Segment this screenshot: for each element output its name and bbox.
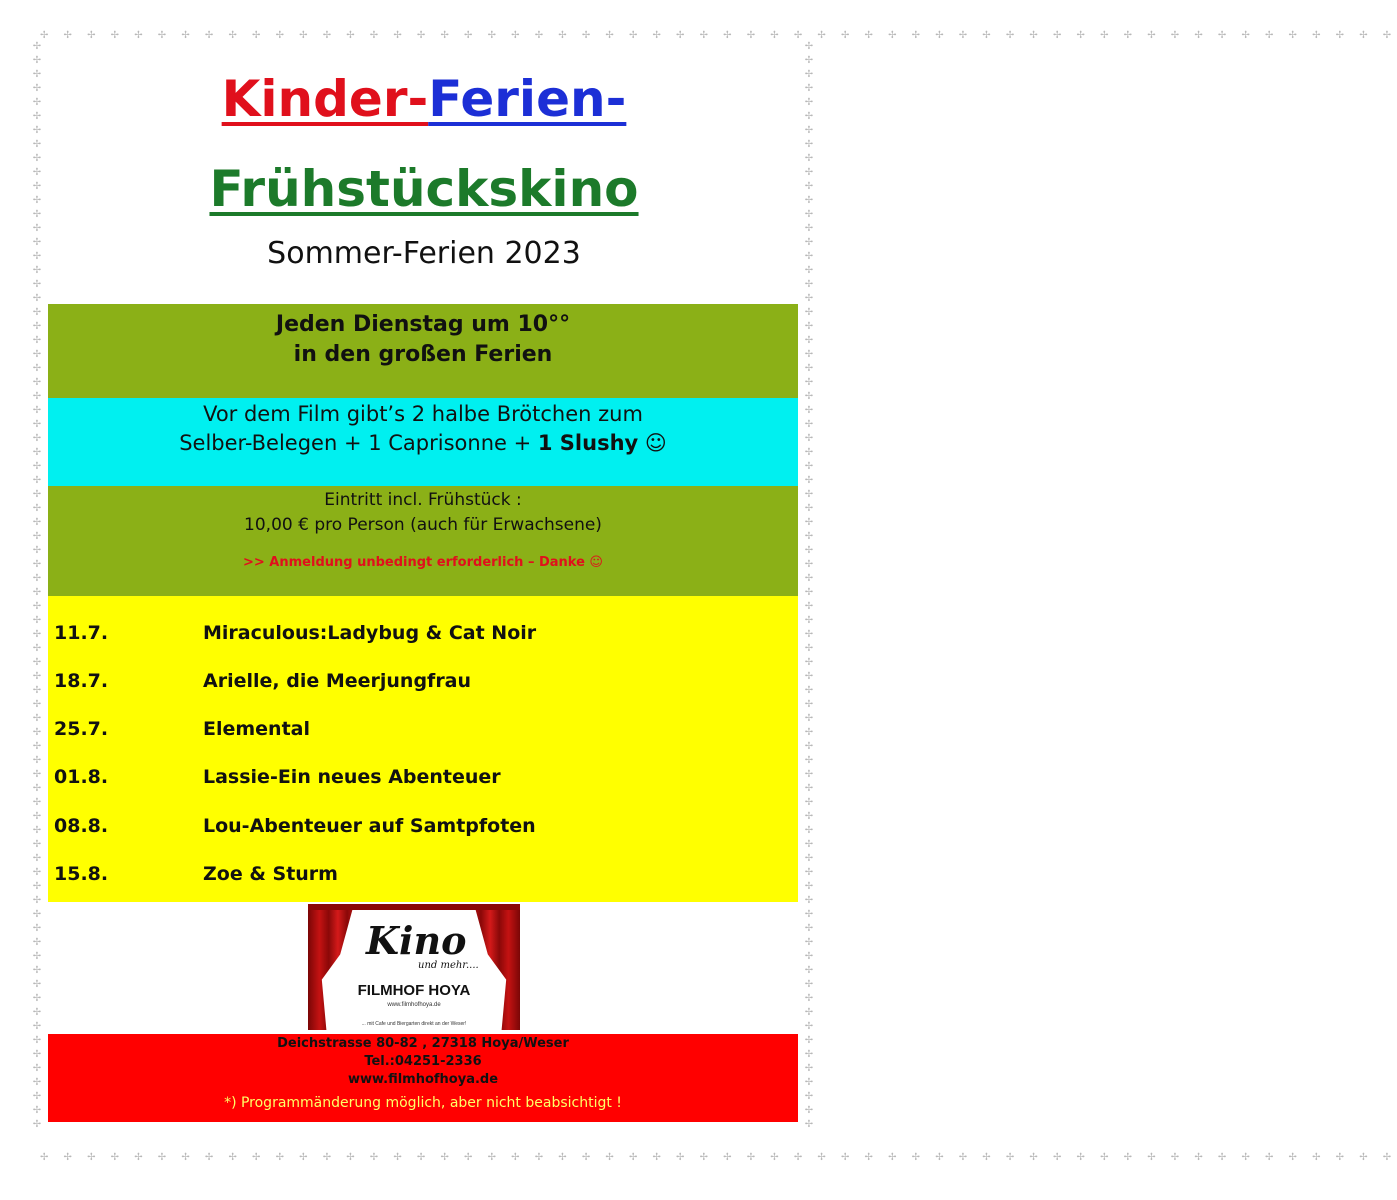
footer-address: Deichstrasse 80-82 , 27318 Hoya/Weser (277, 1036, 569, 1051)
curtain-valance (308, 904, 520, 910)
program-title: Miraculous:Ladybug & Cat Noir (203, 622, 537, 644)
program-date: 11.7. (54, 622, 109, 644)
price-line-1: Eintritt incl. Frühstück : (324, 490, 522, 510)
program-title: Arielle, die Meerjungfrau (203, 670, 472, 692)
program-row (48, 718, 798, 748)
footer-website: www.filmhofhoya.de (347, 1072, 499, 1087)
curtain-left-icon (308, 904, 354, 1030)
program-row (48, 766, 798, 796)
price-line-2: 10,00 € pro Person (auch für Erwachsene) (244, 515, 602, 535)
slushy-text: 1 Slushy (537, 431, 639, 455)
schedule-block (48, 304, 798, 398)
schedule-line-2: in den großen Ferien (293, 342, 553, 367)
registration-notice: >> Anmeldung unbedingt erforderlich – Danke ☺ (243, 555, 603, 570)
program-title: Lassie-Ein neues Abenteuer (203, 766, 501, 788)
program-date: 01.8. (54, 766, 109, 788)
program-date: 18.7. (54, 670, 109, 692)
decorative-border-bottom: ✢ ✢ ✢ ✢ ✢ ✢ ✢ ✢ ✢ ✢ ✢ ✢ ✢ ✢ ✢ ✢ ✢ ✢ ✢ ✢ ✢ ✢ ✢ ✢ ✢ ✢ ✢ ✢ ✢ ✢ ✢ ✢ ✢ ✢ ✢ ✢ ✢ ✢ ✢ ✢ ✢ ✢ ✢ ✢ ✢ ✢ ✢ ✢ ✢ ✢ ✢ ✢ ✢ ✢ ✢ ✢ ✢ ✢ (40, 1152, 1397, 1163)
program-row (48, 670, 798, 700)
footer-block (48, 1034, 798, 1122)
title-part-ferien: Ferien- (428, 70, 627, 128)
logo-und-mehr: und mehr.... (418, 960, 479, 971)
logo-kino-text: Kino (366, 918, 467, 963)
program-date: 25.7. (54, 718, 109, 740)
food-line-1: Vor dem Film gibt’s 2 halbe Brötchen zum (203, 402, 643, 426)
program-title: Zoe & Sturm (203, 863, 338, 885)
food-line-2-text: Selber-Belegen + 1 Caprisonne + (179, 431, 538, 455)
program-date: 08.8. (54, 815, 109, 837)
price-block (48, 486, 798, 596)
schedule-line-1: Jeden Dienstag um 10°° (275, 312, 571, 337)
filmhof-logo (308, 904, 520, 1030)
curtain-right-icon (474, 904, 520, 1030)
food-line-2 (48, 429, 798, 458)
logo-name: FILMHOF HOYA (357, 982, 471, 999)
program-title: Elemental (203, 718, 311, 740)
program-row (48, 815, 798, 845)
smiley-icon: ☺ (638, 431, 667, 455)
program-row (48, 863, 798, 893)
title-part-kinder: Kinder- (221, 70, 429, 128)
logo-tagline: ... mit Cafe und Biergarten direkt an der Weser! (361, 1021, 467, 1027)
program-title: Lou-Abenteuer auf Samtpfoten (203, 815, 536, 837)
decorative-border-top: ✢ ✢ ✢ ✢ ✢ ✢ ✢ ✢ ✢ ✢ ✢ ✢ ✢ ✢ ✢ ✢ ✢ ✢ ✢ ✢ ✢ ✢ ✢ ✢ ✢ ✢ ✢ ✢ ✢ ✢ ✢ ✢ ✢ ✢ ✢ ✢ ✢ ✢ ✢ ✢ ✢ ✢ ✢ ✢ ✢ ✢ ✢ ✢ ✢ ✢ ✢ ✢ ✢ ✢ ✢ ✢ ✢ ✢ (40, 30, 1397, 41)
program-row (48, 622, 798, 652)
logo-url: www.filmhofhoya.de (387, 1002, 441, 1008)
footer-phone: Tel.:04251-2336 (364, 1054, 482, 1069)
decorative-border-left: ✢ ✢ ✢ ✢ ✢ ✢ ✢ ✢ ✢ ✢ ✢ ✢ ✢ ✢ ✢ ✢ ✢ ✢ ✢ ✢ ✢ ✢ ✢ ✢ ✢ ✢ ✢ ✢ ✢ ✢ ✢ ✢ ✢ ✢ ✢ ✢ ✢ ✢ ✢ ✢ ✢ ✢ ✢ ✢ ✢ ✢ ✢ ✢ ✢ ✢ ✢ ✢ ✢ ✢ ✢ ✢ ✢ ✢ ✢ ✢ ✢ ✢ ✢ ✢ ✢ ✢ ✢ ✢ ✢ ✢ ✢ ✢ ✢ ✢ ✢ ✢ ✢ ✢ (32, 41, 42, 1130)
page-title (0, 70, 848, 128)
subtitle: Sommer-Ferien 2023 (267, 236, 581, 271)
footer-remark: *) Programmänderung möglich, aber nicht beabsichtigt ! (224, 1095, 622, 1111)
program-list (48, 596, 798, 902)
program-date: 15.8. (54, 863, 109, 885)
page-title-line2 (0, 160, 848, 218)
title-fruehstueckskino: Frühstückskino (209, 160, 639, 218)
food-block (48, 398, 798, 486)
decorative-border-right: ✢ ✢ ✢ ✢ ✢ ✢ ✢ ✢ ✢ ✢ ✢ ✢ ✢ ✢ ✢ ✢ ✢ ✢ ✢ ✢ ✢ ✢ ✢ ✢ ✢ ✢ ✢ ✢ ✢ ✢ ✢ ✢ ✢ ✢ ✢ ✢ ✢ ✢ ✢ ✢ ✢ ✢ ✢ ✢ ✢ ✢ ✢ ✢ ✢ ✢ ✢ ✢ ✢ ✢ ✢ ✢ ✢ ✢ ✢ ✢ ✢ ✢ ✢ ✢ ✢ ✢ ✢ ✢ ✢ ✢ ✢ ✢ ✢ ✢ ✢ ✢ ✢ ✢ (804, 41, 814, 1130)
